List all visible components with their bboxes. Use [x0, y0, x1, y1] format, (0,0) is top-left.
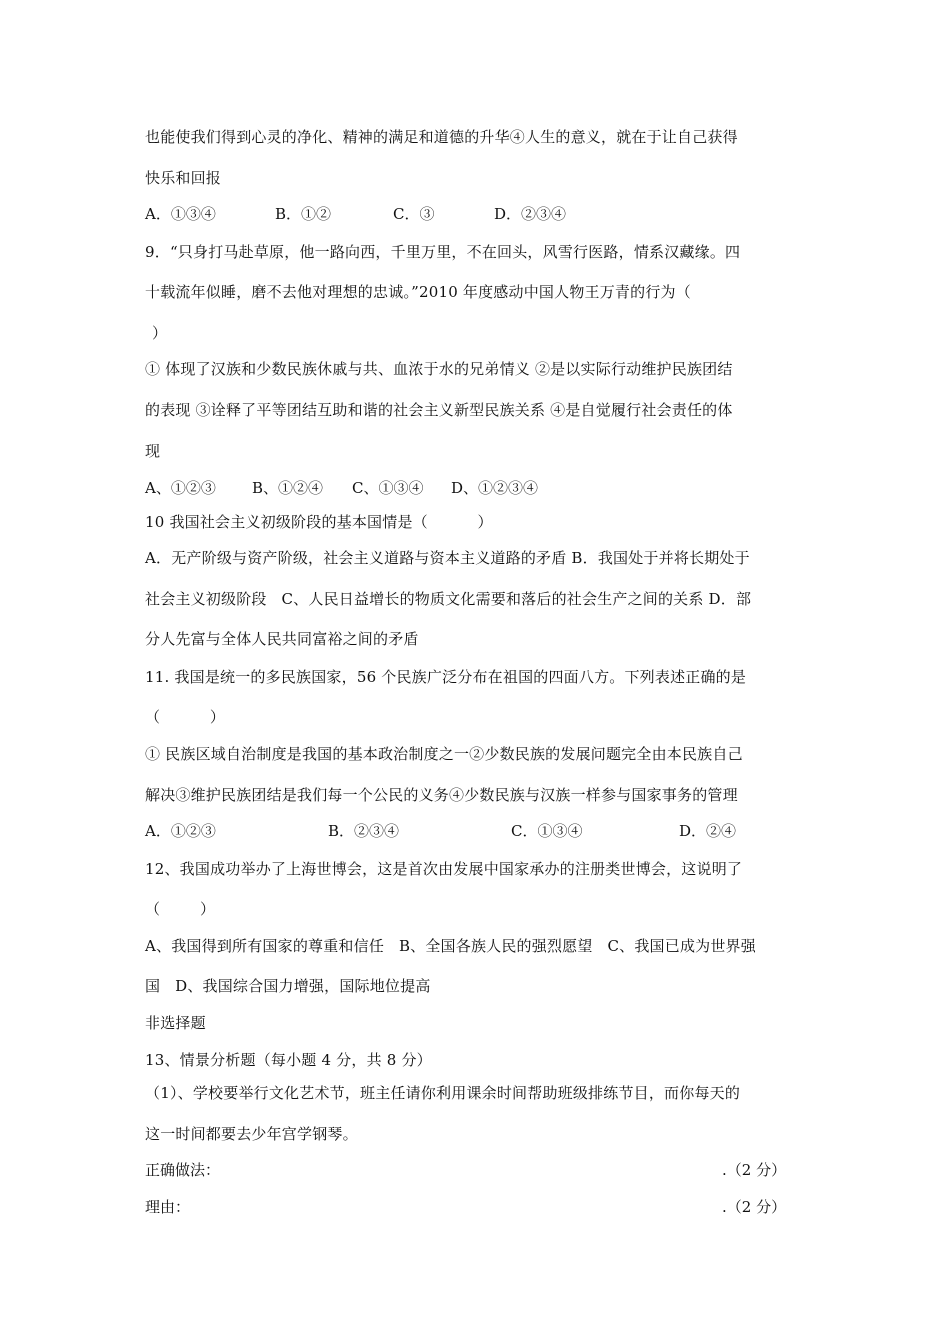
q8-option-a: A．①③④: [145, 205, 216, 223]
q13-line-2: 这一时间都要去少年宫学钢琴。: [145, 1125, 358, 1143]
q9-line-6: 现: [145, 442, 161, 460]
q12-line-2: （ ）: [145, 900, 216, 918]
q9-option-a: A、①②③: [145, 479, 216, 497]
q12-line-4: 国 D、我国综合国力增强，国际地位提高: [145, 977, 431, 995]
q8-line-2: 快乐和回报: [145, 169, 222, 187]
q11-option-d: D．②④: [679, 822, 737, 840]
q13-title: 13、情景分析题（每小题 4 分，共 8 分）: [145, 1051, 432, 1069]
q9-line-3: ）: [152, 324, 168, 342]
q8-option-b: B．①②: [275, 205, 332, 223]
q11-line-2: （ ）: [145, 708, 226, 726]
q8-option-d: D．②③④: [494, 205, 567, 223]
q9-line-1: 9．“只身打马赴草原，他一路向西，千里万里，不在回头，风雪行医路，情系汉藏缘。四: [145, 243, 741, 261]
answer-label: 正确做法：: [145, 1161, 221, 1179]
q10-line-2: A．无产阶级与资产阶级，社会主义道路与资本主义道路的矛盾 B．我国处于并将长期处于: [145, 549, 750, 567]
q12-line-3: A、我国得到所有国家的尊重和信任 B、全国各族人民的强烈愿望 C、我国已成为世界强: [145, 937, 756, 955]
q9-line-2: 十载流年似睡，磨不去他对理想的忠诚。”2010 年度感动中国人物王万青的行为（: [145, 283, 691, 301]
q10-line-4: 分人先富与全体人民共同富裕之间的矛盾: [145, 630, 419, 648]
q12-line-1: 12、我国成功举办了上海世博会，这是首次由发展中国家承办的注册类世博会，这说明了: [145, 860, 743, 878]
q11-line-4: 解决③维护民族团结是我们每一个公民的义务④少数民族与汉族一样参与国家事务的管理: [145, 786, 738, 804]
answer-score: .（2 分）: [722, 1161, 787, 1179]
section-heading: 非选择题: [145, 1014, 206, 1032]
q9-option-c: C、①③④: [352, 479, 424, 497]
q9-option-b: B、①②④: [252, 479, 324, 497]
q8-line-1: 也能使我们得到心灵的净化、精神的满足和道德的升华④人生的意义，就在于让自己获得: [145, 128, 738, 146]
q13-line-1: （1）、学校要举行文化艺术节，班主任请你利用课余时间帮助班级排练节目，而你每天的: [145, 1084, 741, 1102]
q8-option-c: C．③: [393, 205, 435, 223]
q9-option-d: D、①②③④: [451, 479, 539, 497]
q11-line-3: ① 民族区域自治制度是我国的基本政治制度之一②少数民族的发展问题完全由本民族自己: [145, 745, 743, 763]
q10-line-1: 10 我国社会主义初级阶段的基本国情是（ ）: [145, 513, 493, 531]
reason-score: .（2 分）: [722, 1198, 787, 1216]
q11-option-a: A．①②③: [145, 822, 216, 840]
reason-label: 理由：: [145, 1198, 191, 1216]
q11-option-b: B．②③④: [328, 822, 400, 840]
q11-option-c: C．①③④: [511, 822, 583, 840]
q9-line-5: 的表现 ③诠释了平等团结互助和谐的社会主义新型民族关系 ④是自觉履行社会责任的体: [145, 401, 733, 419]
q11-line-1: 11. 我国是统一的多民族国家，56 个民族广泛分布在祖国的四面八方。下列表述正确的是: [145, 668, 747, 686]
q10-line-3: 社会主义初级阶段 C、人民日益增长的物质文化需要和落后的社会生产之间的关系 D．部: [145, 590, 752, 608]
q9-line-4: ① 体现了汉族和少数民族休戚与共、血浓于水的兄弟情义 ②是以实际行动维护民族团结: [145, 360, 733, 378]
